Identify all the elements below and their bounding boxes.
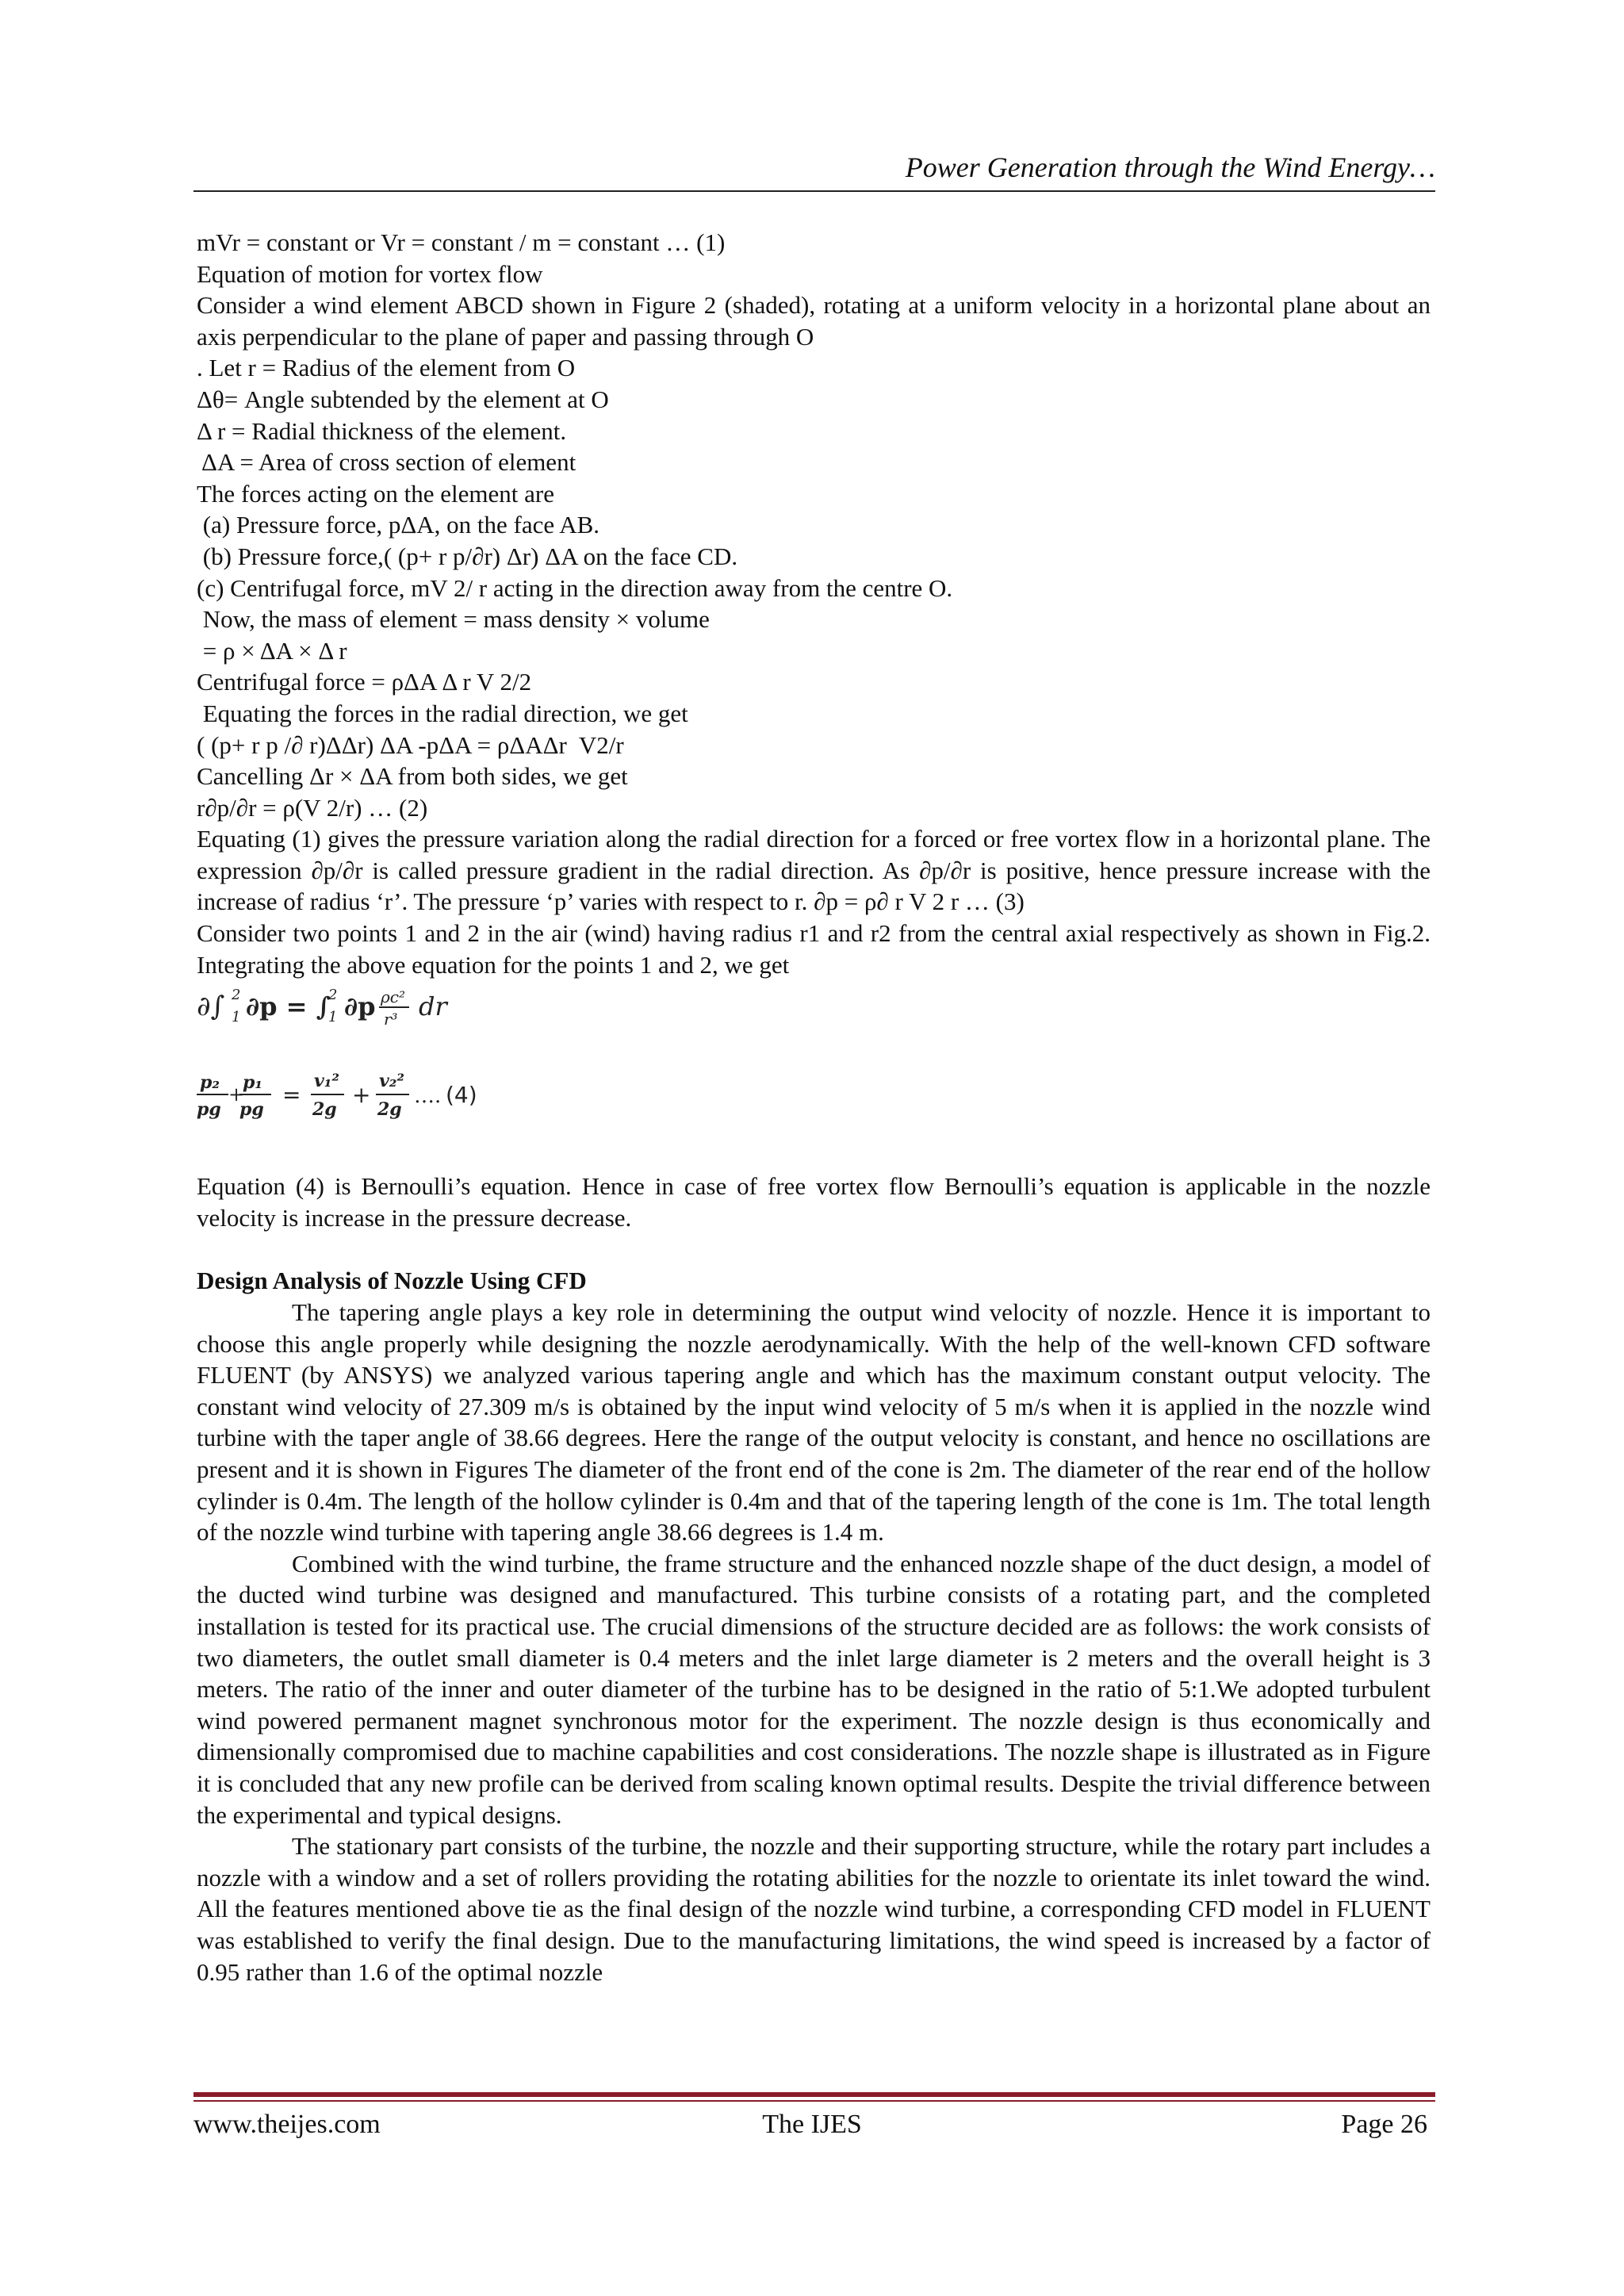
- footer-page-number: Page 26: [1341, 2110, 1427, 2139]
- text-line: Equation of motion for vortex flow: [197, 259, 543, 288]
- paragraph: Consider a wind element ABCD shown in Figure 2 (shaded), rotating at a uniform velocity in a horizontal plane about an axis perpendicular to the plane of paper and passing through O: [197, 291, 1431, 351]
- paragraph: Equation (4) is Bernoulli’s equation. Hence in case of free vortex flow Bernoulli’s equation is applicable in the nozzle velocity is increase in the pressure decrease.: [197, 1172, 1431, 1232]
- text-line: Δθ= Angle subtended by the element at O: [197, 385, 609, 413]
- section-heading: Design Analysis of Nozzle Using CFD: [197, 1267, 587, 1295]
- text-line: Δ r = Radial thickness of the element.: [197, 416, 567, 445]
- footer-website: www.theijes.com: [193, 2110, 381, 2139]
- svg-text:1: 1: [328, 1009, 338, 1026]
- header-rule: [193, 190, 1435, 192]
- svg-text:∂∫: ∂∫: [197, 991, 225, 1023]
- svg-text:∂p = ∫: ∂p = ∫: [246, 991, 331, 1022]
- svg-text:pg: pg: [197, 1099, 221, 1121]
- paragraph: Consider two points 1 and 2 in the air (wind) having radius r1 and r2 from the central axial respectively as shown in Fig.2. Integrating the above equation for the points 1 and 2, we get: [197, 919, 1431, 979]
- article-body: [197, 227, 1431, 1987]
- svg-text:1: 1: [232, 1009, 241, 1026]
- svg-text:r³: r³: [384, 1010, 398, 1029]
- svg-text:ρc²: ρc²: [381, 987, 405, 1007]
- svg-text:=: =: [282, 1082, 301, 1109]
- text-line: (b) Pressure force,( (p+ r p/∂r) Δr) ΔA on the face CD.: [197, 542, 738, 570]
- svg-text:p₂: p₂: [200, 1072, 220, 1094]
- svg-text:2g: 2g: [312, 1099, 337, 1121]
- text-line: Now, the mass of element = mass density × volume: [197, 605, 710, 634]
- svg-text:p₁: p₁: [243, 1072, 263, 1094]
- svg-text:2: 2: [232, 987, 241, 1004]
- svg-text:v₂²: v₂²: [379, 1071, 405, 1092]
- text-line: (a) Pressure force, pΔA, on the face AB.: [197, 511, 600, 539]
- svg-text:pg: pg: [239, 1099, 264, 1121]
- svg-text:2: 2: [328, 987, 338, 1004]
- paragraph: Combined with the wind turbine, the frame structure and the enhanced nozzle shape of the duct design, a model of the ducted wind turbine was designed and manufactured. This turbine consists of a rotating part, and the completed installation is tested for its practical use. The crucial dimensions of the structure decided are as follows: the work consists of two diameters, the outlet small diameter is 0.4 meters and the inlet large diameter is 2 meters and the overall height is 3 meters. The ratio of the inner and outer diameter of the turbine has to be designed in the ratio of 5:1.We adopted turbulent wind powered permanent magnet synchronous motor for the experiment. The nozzle design is thus economically and dimensionally compromised due to machine capabilities and cost considerations. The nozzle shape is illustrated as in Figure it is concluded that any new profile can be derived from scaling known optimal results. Despite the trivial difference between the experimental and typical designs.: [197, 1549, 1431, 1829]
- svg-text:….: ….: [414, 1084, 442, 1109]
- text-line: ( (p+ r p /∂ r)ΔΔr) ΔA -pΔA = ρΔAΔr V2/r: [197, 730, 624, 759]
- paragraph: The tapering angle plays a key role in determining the output wind velocity of nozzle. Hence it is important to choose this angle properly while designing the nozzle aerodynamically. With the help of the well-known CFD software FLUENT (by ANSYS) we analyzed various tapering angle and which has the maximum constant output velocity. The constant wind velocity of 27.309 m/s is obtained by the input wind velocity of 5 m/s when it is applied in the nozzle wind turbine with the taper angle of 38.66 degrees. Here the range of the output velocity is constant, and hence no oscillations are present and it is shown in Figures The diameter of the front end of the cone is 2m. The diameter of the rear end of the hollow cylinder is 0.4m. The length of the hollow cylinder is 0.4m and that of the tapering length of the cone is 1m. The total length of the nozzle wind turbine with tapering angle 38.66 degrees is 1.4 m.: [197, 1298, 1431, 1547]
- text-line: . Let r = Radius of the element from O: [197, 354, 576, 382]
- paragraph: The stationary part consists of the turbine, the nozzle and their supporting structure, while the rotary part includes a nozzle with a window and a set of rollers providing the rotating abilities for the nozzle to orientate its inlet toward the wind. All the features mentioned above tie as the final design of the nozzle wind turbine, a corresponding CFD model in FLUENT was established to verify the final design. Due to the manufacturing limitations, the wind speed is increased by a factor of 0.95 rather than 1.6 of the optimal nozzle: [197, 1832, 1431, 1986]
- bernoulli-equation-image: [197, 1068, 482, 1134]
- text-line: The forces acting on the element are: [197, 479, 554, 508]
- text-line: = ρ × ΔA × Δ r: [197, 636, 347, 665]
- text-line: ΔA = Area of cross section of element: [197, 448, 576, 477]
- text-line: Centrifugal force = ρΔA Δ r V 2/2: [197, 668, 532, 696]
- svg-text:dr: dr: [419, 991, 447, 1022]
- footer-journal: The IJES: [762, 2110, 862, 2139]
- text-line: (c) Centrifugal force, mV 2/ r acting in the direction away from the centre O.: [197, 573, 953, 602]
- text-line: Equating the forces in the radial direction, we get: [197, 699, 688, 727]
- svg-text:+: +: [352, 1082, 371, 1109]
- running-title: Power Generation through the Wind Energy…: [905, 151, 1435, 183]
- text-line: Cancelling Δr × ΔA from both sides, we get: [197, 762, 628, 791]
- text-line: mVr = constant or Vr = constant / m = constant … (1): [197, 228, 726, 256]
- svg-text:+: +: [228, 1083, 245, 1106]
- svg-text:∂p: ∂p: [344, 991, 376, 1022]
- footer-rule-thin: [193, 2100, 1435, 2102]
- blank-space: [197, 1139, 1431, 1171]
- footer-rule-thick: [193, 2092, 1435, 2097]
- text-line: r∂p/∂r = ρ(V 2/r) … (2): [197, 793, 428, 822]
- svg-text:2g: 2g: [377, 1099, 402, 1121]
- paragraph: Equating (1) gives the pressure variation along the radial direction for a forced or free vortex flow in a horizontal plane. The expression ∂p/∂r is called pressure gradient in the radial direction. As ∂p/∂r is positive, hence pressure increase with the increase of radius ‘r’. The pressure ‘p’ varies with respect to r. ∂p = ρ∂ r V 2 r … (3): [197, 825, 1431, 916]
- svg-text:v₁²: v₁²: [314, 1071, 340, 1092]
- integral-equation-image: [197, 983, 466, 1063]
- equation-number: (4): [446, 1082, 477, 1109]
